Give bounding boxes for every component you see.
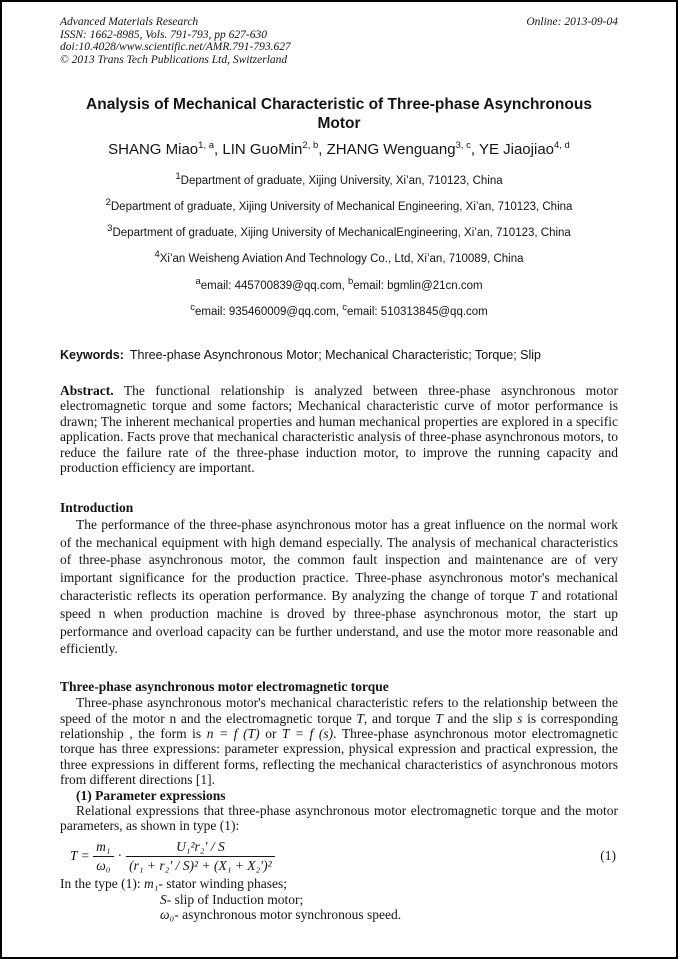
keywords-label: Keywords: [60, 347, 124, 362]
keywords-line [60, 348, 618, 362]
introduction-paragraph: The performance of the three-phase asynchronous motor has a great influence on the normal work of the mechanical equipment with high demand especially. The analysis of mechanical characteristics of three-phase asynchronous motor, the common fault inspection and maintenance are of very important significance for the production practice. Three-phase asynchronous motor's mechanical characteristic reflects its operation performance. By analyzing the change of torque T and rotational speed n when production machine is droved by three-phase asynchronous motor, the start up performance and overload capacity can be further understand, and use the motor more reasonable and efficiently. [60, 516, 618, 657]
journal-header [60, 16, 618, 66]
journal-info [60, 16, 291, 66]
equation-fraction-2: $\frac{\text{U₁²r₂′ / S}}{\text{(r₁ + r₂′ / S)² + (X₁ + X₂′)²}}$ [126, 839, 275, 874]
definition-line-2: S- slip of Induction motor; [160, 891, 304, 907]
keywords-text: Three-phase Asynchronous Motor; Mechanical Characteristic; Torque; Slip [129, 347, 541, 362]
author-3-affil-mark: 3, c [455, 140, 471, 151]
online-date: Online: 2013-09-04 [526, 16, 618, 28]
subsection-heading-parameter-expressions: (1) Parameter expressions [76, 787, 226, 803]
section-heading-torque: Three-phase asynchronous motor electromagnetic torque [60, 679, 389, 695]
author-4: YE Jiaojiao$^{4, d}$ [478, 140, 570, 158]
equation-1 [70, 839, 618, 874]
equation-equals: = [81, 848, 90, 864]
author-1: SHANG Miao$^{1, a}$, [108, 140, 223, 158]
definition-line-3: ω₀- asynchronous motor synchronous speed. [160, 907, 402, 923]
affiliation-2: $^2$Department of graduate, Xijing University of Mechanical Engineering, Xi’an, 710123, China [105, 197, 573, 213]
author-2-affil-mark: 2, b [302, 140, 319, 151]
journal-name: Advanced Materials Research [60, 16, 199, 28]
paper-title-line2: Motor [317, 114, 361, 132]
email-line-2: $^c$email: 935460009@qq.com, $^c$email: 510313845@qq.com [190, 301, 488, 318]
paper-title-line1: Analysis of Mechanical Characteristic of Three-phase Asynchronous [86, 96, 592, 113]
affiliation-1: $^1$Department of graduate, Xijing University, Xi’an, 710123, China [175, 171, 503, 187]
abstract-paragraph [60, 383, 618, 476]
section-heading-introduction: Introduction [60, 499, 134, 515]
abstract-label: Abstract. [60, 382, 114, 398]
paper-title [60, 96, 618, 133]
torque-paragraph: Three-phase asynchronous motor's mechanical characteristic refers to the relationship between the speed of the motor n and the electromagnetic torque T, and torque T and the slip s is corresponding relationship , the form is n = f (T) or T = f (s). Three-phase asynchronous motor electromagnetic torque has three expressions: parameter expression, physical expression and practical expression, the three expressions in different forms, reflecting the mechanical characteristics of asynchronous motors from different directions [1]. [60, 695, 618, 788]
equation-fraction-1: $\frac{\text{m₁}}{\text{ω₀}}$ [93, 839, 113, 874]
abstract-text: The functional relationship is analyzed between three-phase asynchronous motor electromagnetic torque and some factors; Mechanical characteristic curve of motor performance is drawn; The inherent mechanical properties and human mechanical properties are explored in a specific application. Facts prove that mechanical characteristic analysis of three-phase asynchronous motors, to reduce the failure rate of the three-phase induction motor, to improve the running capacity and production efficiency are important. [60, 382, 618, 476]
equation-number: (1) [600, 848, 616, 864]
author-2: LIN GuoMin$^{2, b}$, [222, 140, 327, 158]
author-1-affil-mark: 1, a [198, 140, 215, 151]
equation-dot-operator: · [117, 848, 123, 864]
journal-copyright: © 2013 Trans Tech Publications Ltd, Switzerland [60, 53, 288, 66]
email-line-1: $^a$email: 445700839@qq.com, $^b$email: bgmlin@21cn.com [195, 275, 483, 292]
definition-line-1: In the type (1): m₁- stator winding phases; [60, 875, 288, 891]
journal-doi: doi:10.4028/www.scientific.net/AMR.791-793.627 [60, 41, 291, 53]
journal-issn: ISSN: 1662-8985, Vols. 791-793, pp 627-630 [60, 28, 267, 41]
affiliation-3: $^3$Department of graduate, Xijing University of MechanicalEngineering, Xi’an, 710123, China [107, 223, 571, 240]
affiliation-4: $^4$Xi’an Weisheng Aviation And Technology Co., Ltd, Xi’an, 710089, China [154, 249, 524, 266]
author-3: ZHANG Wenguang$^{3, c}$, [326, 140, 479, 158]
affiliations-block [60, 166, 618, 323]
author-4-affil-mark: 4, d [554, 140, 570, 151]
author-line [60, 140, 618, 158]
equation-lhs: T [70, 848, 78, 864]
symbol-definitions [60, 876, 618, 923]
parameter-expressions-paragraph: Relational expressions that three-phase asynchronous motor electromagnetic torque and the motor parameters, as shown in type (1): [60, 802, 618, 834]
